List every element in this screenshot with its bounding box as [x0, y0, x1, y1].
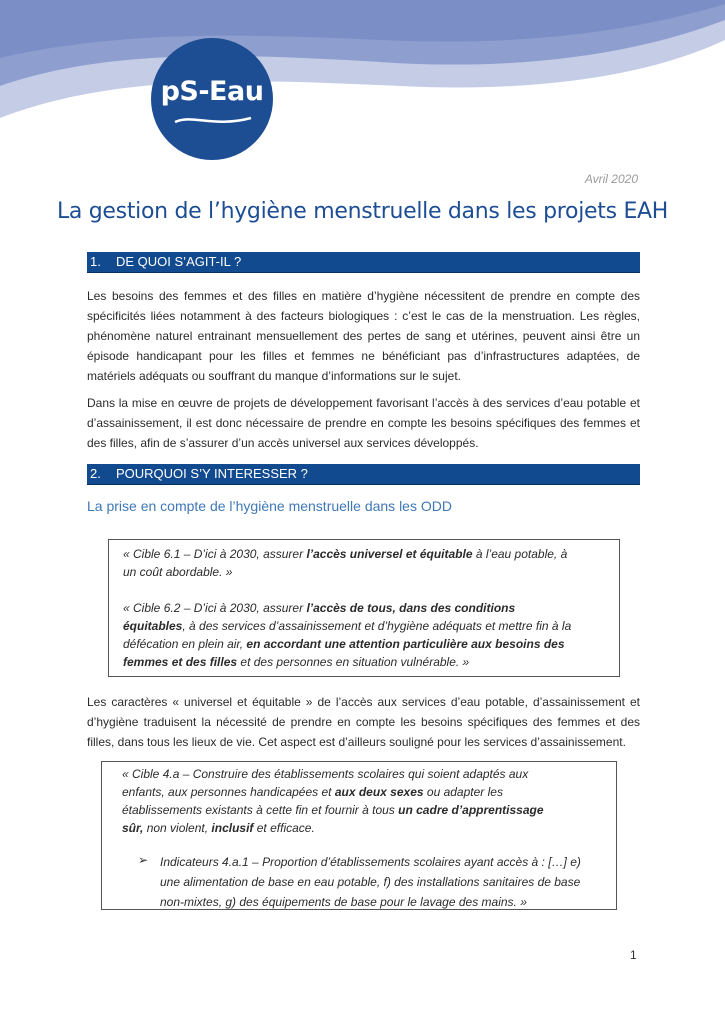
- logo-text: pS-Eau: [160, 76, 264, 107]
- page-title: La gestion de l’hygiène menstruelle dans les projets EAH: [56, 199, 669, 224]
- target-6-2-text: « Cible 6.2 – D’ici à 2030, assurer l’accès de tous, dans des conditions équitables, à des services d’assainissement et d’hygiène adéquats et mettre fin à la défécation en plein air, en accordant une attention particulière aux besoins des femmes et des filles et des personnes en situation vulnérable. »: [123, 601, 572, 669]
- logo-wave-icon: [173, 114, 253, 128]
- target-4a-quote-box: [101, 761, 617, 910]
- section-2-title: POURQUOI S’Y INTERESSER ?: [116, 466, 308, 481]
- section-1-paragraph-1: Les besoins des femmes et des filles en matière d’hygiène nécessitent de prendre en compte des spécificités liées notamment à des facteurs biologiques : c’est le cas de la menstruation. Les règles, phénomène naturel entrainant mensuellement des pertes de sang et utérines, peuvent ainsi être un épisode handicapant pour les filles et femmes ne bénéficiant pas d’infrastructures adaptées, de matériels adéquats ou souffrant du manque d’informations sur le sujet.: [87, 289, 640, 383]
- indicator-bullet-item: [138, 852, 584, 912]
- section-2-paragraph: Les caractères « universel et équitable » de l’accès aux services d’eau potable, d’assainissement et d’hygiène traduisent la nécessité de prendre en compte les besoins spécifiques des femmes et des filles, dans tous les lieux de vie. Cet aspect est d’ailleurs souligné pour les services d’assainissement.: [87, 695, 640, 749]
- odd-targets-quote-box: [108, 539, 620, 677]
- target-4a-text: « Cible 4.a – Construire des établissements scolaires qui soient adaptés aux enfants, aux personnes handicapées et aux deux sexes ou adapter les établissements existants à cette fin et fournir à tous un cadre d’apprentissage sûr, non violent, inclusif et efficace.: [122, 767, 544, 835]
- arrow-bullet-icon: ➢: [138, 853, 149, 867]
- page-number: 1: [630, 948, 637, 962]
- section-2-number: 2.: [90, 466, 101, 481]
- document-date: Avril 2020: [584, 172, 638, 186]
- target-6-1-text: « Cible 6.1 – D’ici à 2030, assurer l’accès universel et équitable à l’eau potable, à un coût abordable. »: [123, 547, 568, 579]
- indicator-4a1-text: Indicateurs 4.a.1 – Proportion d’établissements scolaires ayant accès à : […] e) une alimentation de base en eau potable, f) des installations sanitaires de base non-mixtes, g) des équipements de base pour le lavage des mains. »: [160, 855, 581, 909]
- section-1-number: 1.: [90, 254, 101, 269]
- section-2-heading: [87, 464, 640, 485]
- section-1-heading: [87, 252, 640, 273]
- section-1-title: DE QUOI S’AGIT-IL ?: [116, 254, 242, 269]
- section-1-paragraph-2: Dans la mise en œuvre de projets de développement favorisant l’accès à des services d’eau potable et d’assainissement, il est donc nécessaire de prendre en compte les besoins spécifiques des femmes et des filles, afin de s’assurer d’un accès universel aux services développés.: [87, 396, 640, 450]
- header-wave-decoration: [0, 0, 725, 130]
- ps-eau-logo: [151, 38, 273, 160]
- section-2-subheading: La prise en compte de l’hygiène menstruelle dans les ODD: [87, 498, 452, 514]
